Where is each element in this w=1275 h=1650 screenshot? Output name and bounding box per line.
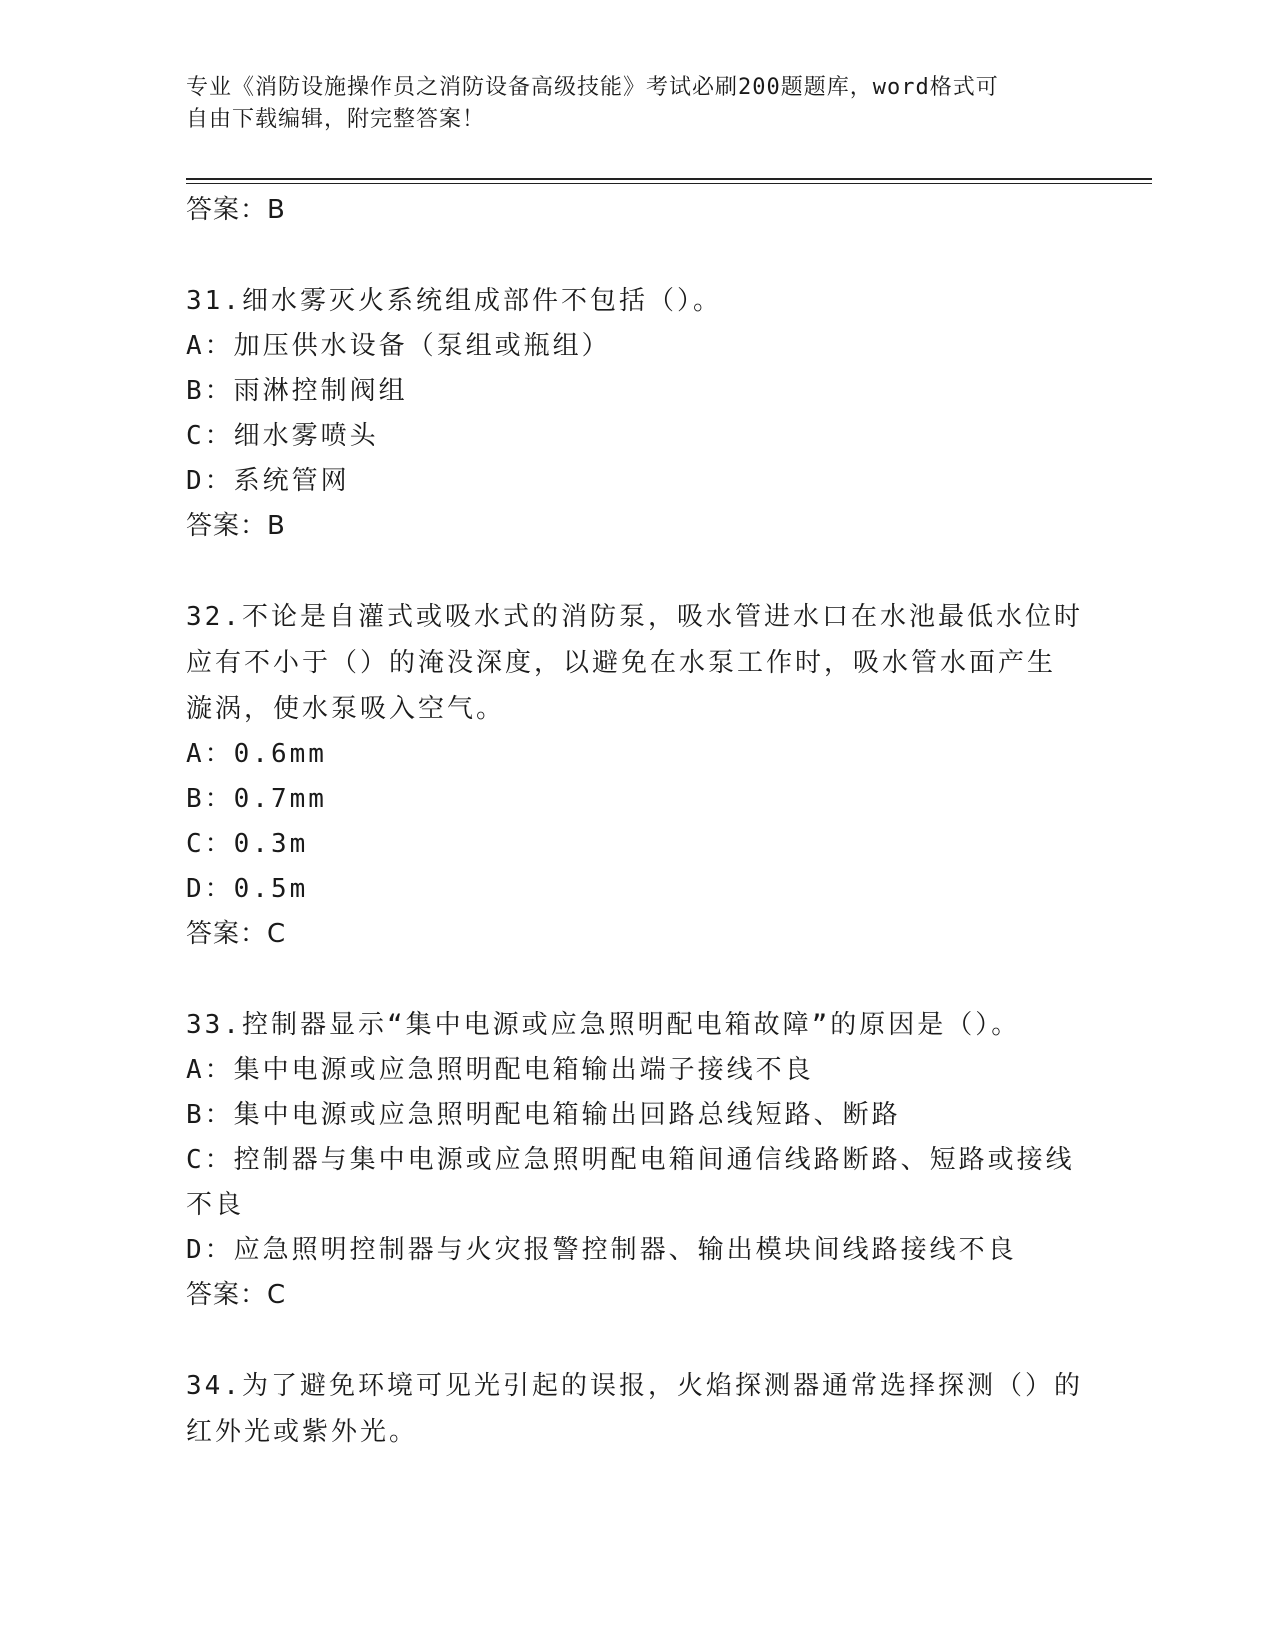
question-stem-line: 34.为了避免环境可见光引起的误报，火焰探测器通常选择探测（）的 — [186, 1371, 1083, 1401]
option-line: C：细水雾喷头 — [186, 421, 379, 451]
answer-line: 答案：C — [186, 1280, 287, 1310]
question-stem-line: 红外光或紫外光。 — [186, 1417, 419, 1447]
header-rule-thick — [186, 178, 1152, 180]
option-line: A：加压供水设备（泵组或瓶组） — [186, 331, 611, 361]
question-block — [186, 594, 1086, 956]
option-line: C：控制器与集中电源或应急照明配电箱间通信线路断路、短路或接线 — [186, 1145, 1075, 1175]
option-line: D：系统管网 — [186, 466, 350, 496]
header-line-1: 专业《消防设施操作员之消防设备高级技能》考试必刷200题题库，word格式可 — [186, 75, 999, 100]
option-line: D：0.5m — [186, 874, 309, 904]
option-line: B：0.7mm — [186, 784, 327, 814]
question-block — [186, 1363, 1086, 1455]
option-line: B：集中电源或应急照明配电箱输出回路总线短路、断路 — [186, 1100, 901, 1130]
option-line: A：集中电源或应急照明配电箱输出端子接线不良 — [186, 1055, 814, 1085]
option-line: B：雨淋控制阀组 — [186, 376, 408, 406]
question-stem-line: 漩涡，使水泵吸入空气。 — [186, 694, 506, 724]
question-list — [186, 188, 1086, 1455]
answer-line: 答案：B — [186, 195, 286, 225]
page-header — [186, 72, 1066, 136]
question-stem-line: 33.控制器显示“集中电源或应急照明配电箱故障”的原因是（）。 — [186, 1010, 1021, 1040]
option-line: 不良 — [186, 1190, 245, 1220]
question-stem-line: 应有不小于（）的淹没深度，以避免在水泵工作时，吸水管水面产生 — [186, 648, 1057, 678]
option-line: D：应急照明控制器与火灾报警控制器、输出模块间线路接线不良 — [186, 1235, 1017, 1265]
question-stem-line: 31.细水雾灭火系统组成部件不包括（）。 — [186, 286, 722, 316]
answer-line: 答案：B — [186, 511, 286, 541]
answer-line: 答案：C — [186, 919, 287, 949]
option-line: A：0.6mm — [186, 739, 327, 769]
question-block — [186, 278, 1086, 548]
question-block — [186, 1002, 1086, 1317]
questions-container — [186, 278, 1086, 1455]
question-stem-line: 32.不论是自灌式或吸水式的消防泵，吸水管进水口在水池最低水位时 — [186, 602, 1083, 632]
header-line-2: 自由下载编辑，附完整答案！ — [186, 107, 486, 132]
header-rule-thin — [186, 183, 1152, 184]
option-line: C：0.3m — [186, 829, 309, 859]
